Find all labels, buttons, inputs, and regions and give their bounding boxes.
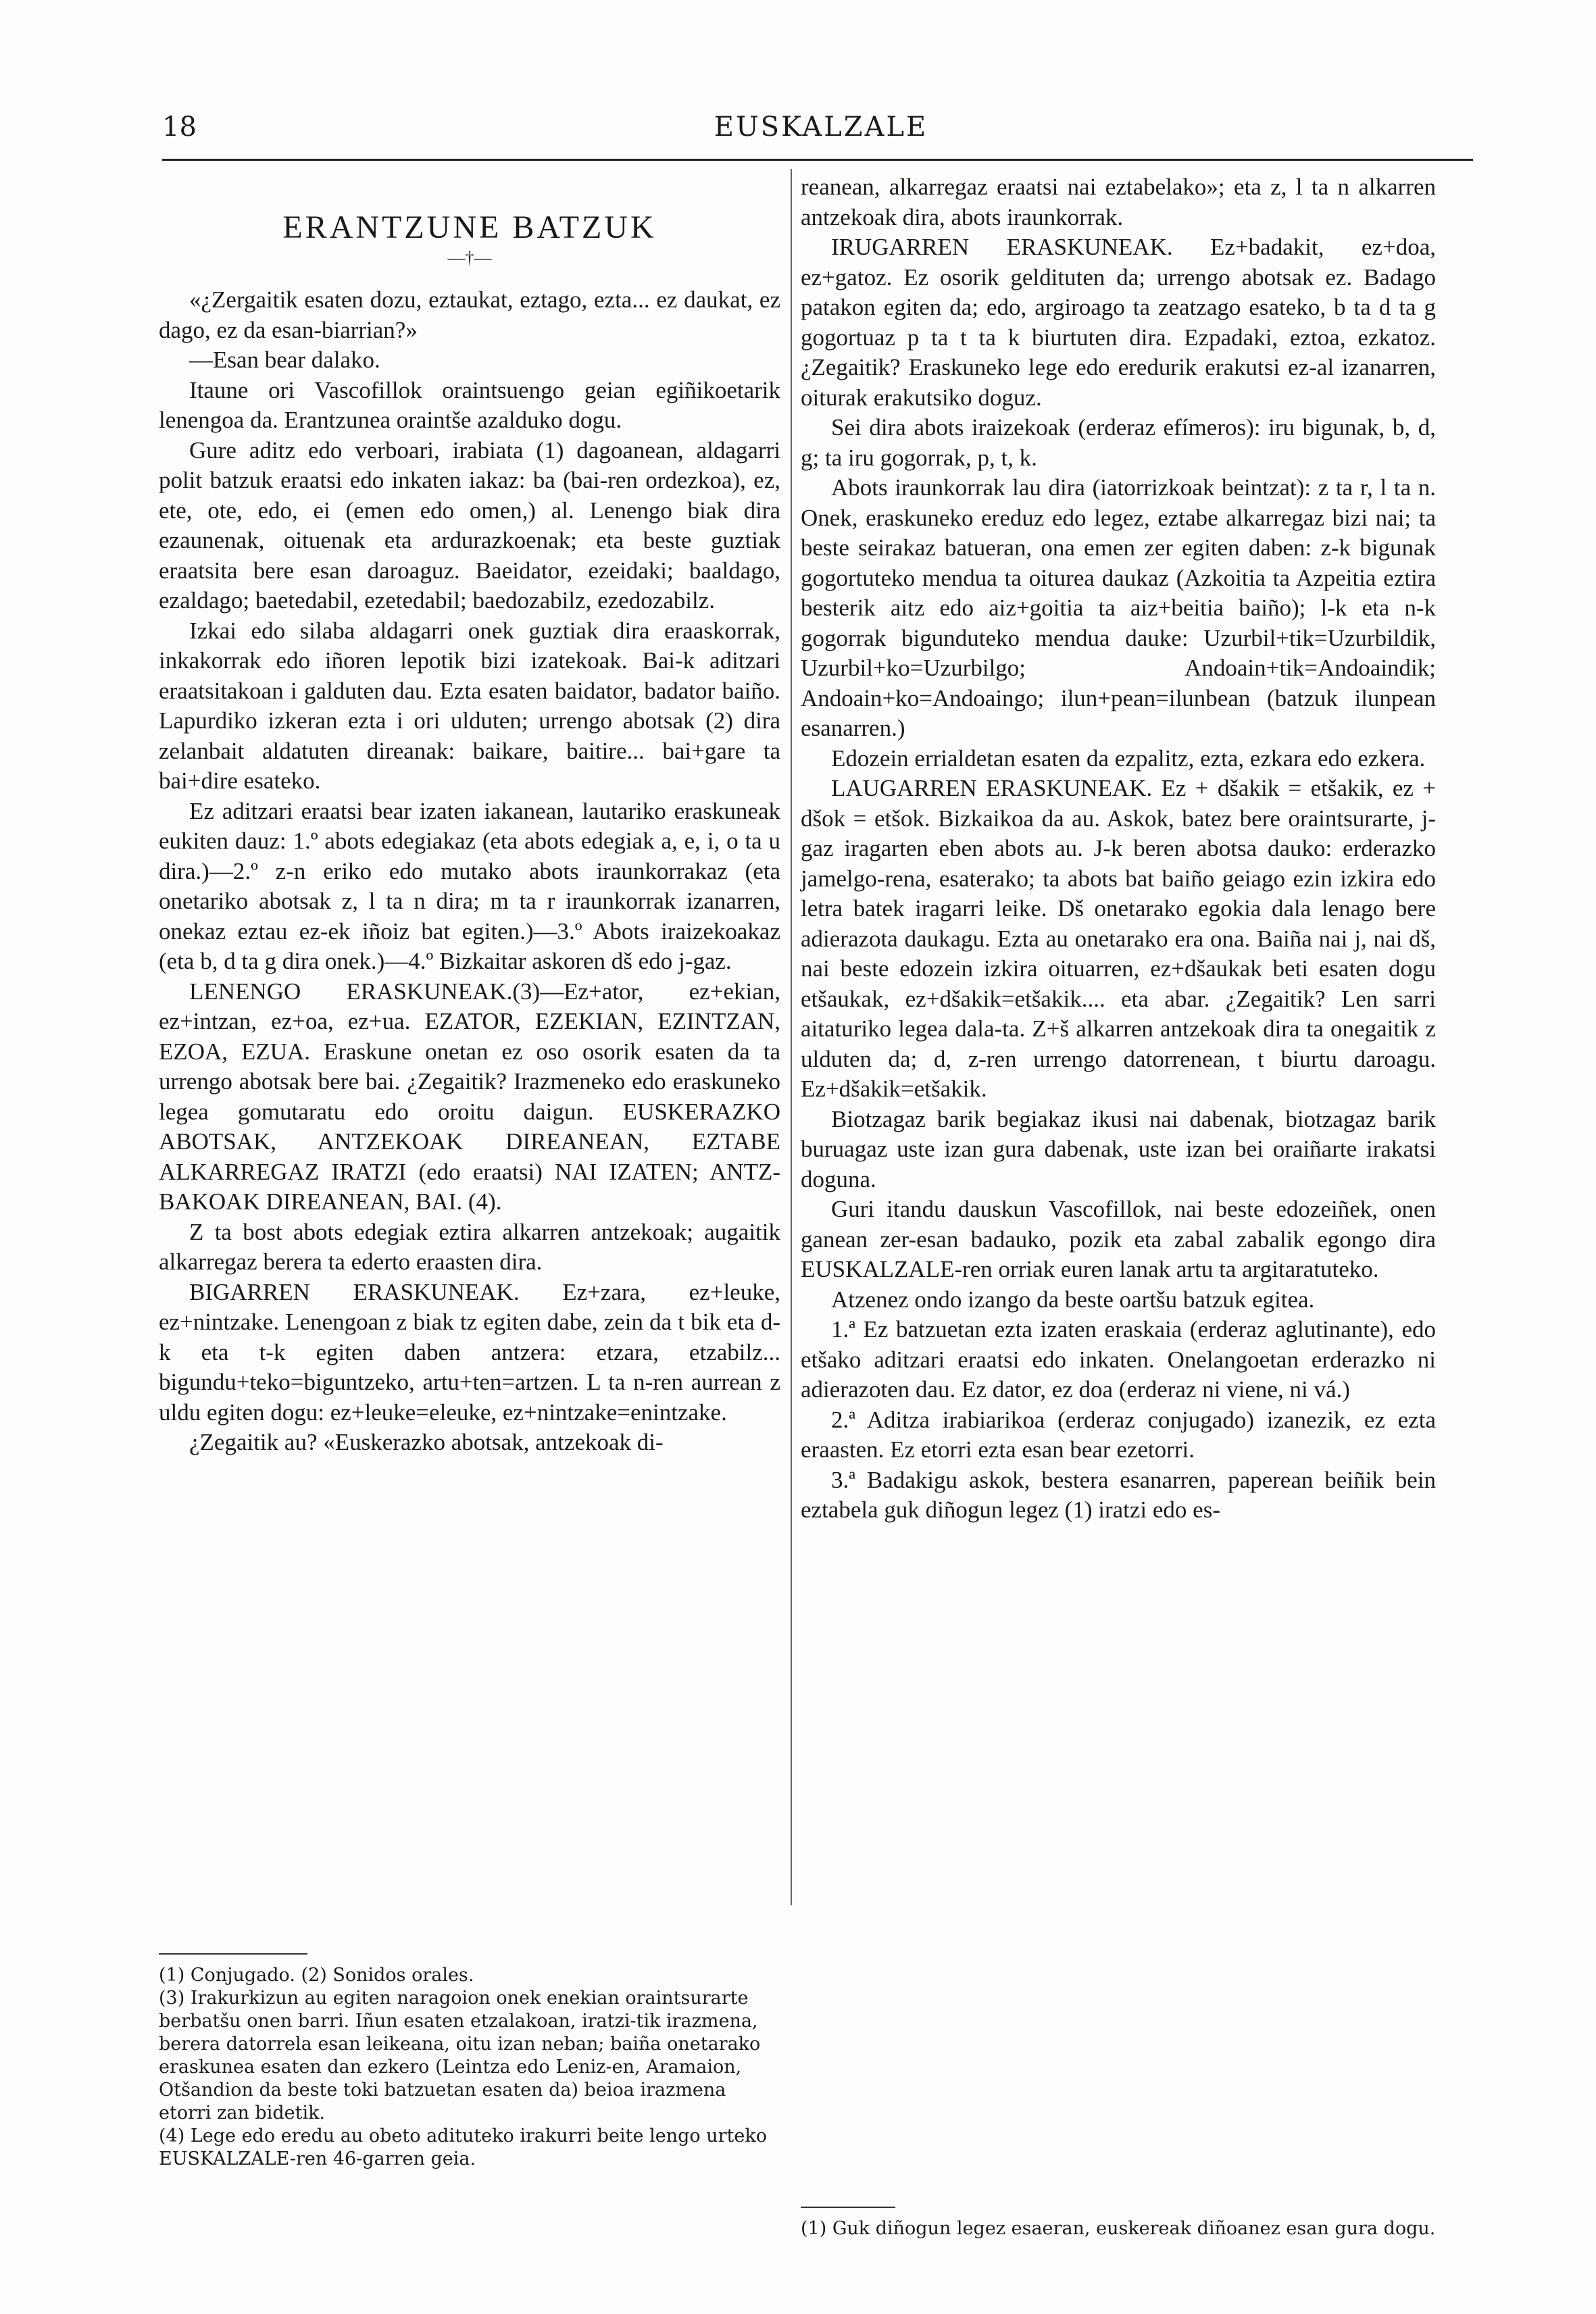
article-title: ERANTZUNE BATZUK (282, 209, 657, 245)
footnote: (3) Irakurkizun au egiten naragoion onek enekian oraintsurarte berbatšu onen barri. Iñun esaten etzalakoan, iratzi-tik irazmena, berera datorrela esan leikeana, oitu izan neban; baiña onetarako eraskunea esaten dan ezkero (Leintza edo Leniz-en, Aramaion, Otšandion da beste toki batzuetan esaten da) beioa irazmena etorri zan bidetik. (159, 1988, 761, 2123)
paragraph: Sei dira abots iraizekoak (erderaz efímeros): iru bigunak, b, d, g; ta iru gogorrak, p, t, k. (801, 414, 1436, 471)
page-number: 18 (162, 111, 197, 143)
footnote-rule (159, 1953, 307, 1955)
footnote: (1) Conjugado. (2) Sonidos orales. (159, 1965, 474, 1986)
footnote-rule (801, 2207, 895, 2208)
paragraph: Gure aditz edo verboari, irabiata (1) dagoanean, aldagarri polit batzuk eraatsi edo inkaten iakaz: ba (bai-ren ordezkoa), ez, ete, ote, edo, ei (emen edo omen,) al. Lenengo biak dira ezaunenak, oituenak eta ardurazkoenak; eta beste guztiak eraatsita bere esan daroaguz. Baeidator, ezeidaki; baaldago, ezaldago; baetedabil, ezetedabil; baedozabilz, ezedozabilz. (159, 436, 780, 613)
paragraph: BIGARREN ERASKUNEAK. Ez+zara, ez+leuke, ez+nintzake. Lenengoan z biak tz egiten dabe, zein da t bik eta d-k eta t-k egiten daben antzera: etzara, etzabilz... bigundu+teko=biguntzeko, artu+ten=artzen. L ta n-ren aurrean z uldu egiten dogu: ez+leuke=eleuke, ez+nintzake=enintzake. (159, 1278, 780, 1426)
footnote: (4) Lege edo eredu au obeto adituteko irakurri beite lengo urteko EUSKALZALE-ren 46-garren geia. (159, 2126, 767, 2169)
column-divider (791, 169, 792, 1905)
paragraph: Biotzagaz barik begiakaz ikusi nai dabenak, biotzagaz barik buruagaz uste izan gura dabenak, uste izan bei oraiñarte irakatsi doguna. (801, 1105, 1436, 1192)
paragraph: Itaune ori Vascofillok oraintsuengo geian egiñikoetarik lenengoa da. Erantzunea oraintše azalduko dogu. (159, 376, 780, 433)
paragraph: 1.ª Ez batzuetan ezta izaten eraskaia (erderaz aglutinante), edo etšako aditzari eraatsi edo inkaten. Onelangoetan erderazko ni adierazoten dau. Ez dator, ez doa (erderaz ni viene, ni vá.) (801, 1316, 1436, 1403)
paragraph: «¿Zergaitik esaten dozu, eztaukat, eztago, ezta... ez daukat, ez dago, ez da esan-biarrian?» (159, 286, 780, 343)
header-rule (162, 159, 1473, 161)
paragraph: —Esan bear dalako. (189, 347, 380, 373)
paragraph: Izkai edo silaba aldagarri onek guztiak dira eraaskorrak, inkakorrak edo iñoren lepotik bizi izatekoak. Bai-k aditzari eraatsitakoan i galduten dau. Ezta esaten baidator, badator baiño. Lapurdiko izkeran ezta i ori ulduten; urrengo abotsak (2) dira zelanbait aldatuten direanak: baikare, baitire... bai+gare ta bai+dire esateko. (159, 617, 780, 794)
paragraph: 3.ª Badakigu askok, bestera esanarren, paperean beiñik bein eztabela guk diñogun legez (1) iratzi edo es- (801, 1466, 1436, 1523)
paragraph: Guri itandu dauskun Vascofillok, nai beste edozeiñek, onen ganean zer-esan badauko, pozik eta zabal zabalik egongo dira EUSKALZALE-ren orriak euren lanak artu ta argitaratuteko. (801, 1196, 1436, 1282)
paragraph: Ez aditzari eraatsi bear izaten iakanean, lautariko eraskuneak eukiten dauz: 1.º abots edegiakaz (eta abots edegiak a, e, i, o ta u dira.)—2.º z-n eriko edo mutako abots iraunkorrakaz (eta onetariko abotsak z, l ta n dira; m ta r iraunkorrak izanarren, onekaz eztau ez-ek iñoiz bat egiten.)—3.º Abots iraizekoakaz (eta b, d ta g dira onek.)—4.º Bizkaitar askoren dš edo j-gaz. (159, 797, 780, 974)
page-header (162, 111, 1480, 152)
title-ornament: —†— (447, 247, 492, 268)
paragraph: Z ta bost abots edegiak eztira alkarren antzekoak; augaitik alkarregaz berera ta ederto eraasten dira. (159, 1218, 780, 1275)
paragraph: Edozein errialdetan esaten da ezpalitz, ezta, ezkara edo ezkera. (831, 745, 1426, 772)
paragraph: ¿Zegaitik au? «Euskerazko abotsak, antzekoak di- (189, 1429, 664, 1455)
running-title: EUSKALZALE (714, 111, 928, 143)
paragraph: LAUGARREN ERASKUNEAK. Ez + dšakik = etšakik, ez + dšok = etšok. Bizkaikoa da au. Askok, batez bere oraintsurarte, j-gaz iragarten eben abots au. J-k beren abotsa dauko: erderazko jamelgo-rena, esaterako; ta abots bat baiño geiago ezin izkira edo letra batek iragarri leike. Dš onetarako egokia dala lenago bere adierazota daukagu. Ezta au onetarako era ona. Baiña nai j, nai dš, nai beste edozein izkira oituarren, ez+dšaukak beti esaten dogu etšaukak, ez+dšakik=etšakik.... eta abar. ¿Zegaitik? Len sarri aitaturiko legea dala-ta. Z+š alkarren antzekoak dira ta onegaitik z ulduten da; d, z-ren urrengo datorrenean, t biurtu daroagu. Ez+dšakik=etšakik. (801, 775, 1436, 1102)
footnote: (1) Guk diñogun legez esaeran, euskereak diñoanez esan gura dogu. (801, 2218, 1436, 2239)
paragraph: LENENGO ERASKUNEAK.(3)—Ez+ator, ez+ekian, ez+intzan, ez+oa, ez+ua. EZATOR, EZEKIAN, EZINTZAN, EZOA, EZUA. Eraskune onetan ez oso osorik esaten da ta urrengo abotsak bere bai. ¿Zegaitik? Irazmeneko edo eraskuneko legea gomutaratu edo oroitu daigun. EUSKERAZKO ABOTSAK, ANTZEKOAK DIREANEAN, EZTABE ALKARREGAZ IRATZI (edo eraatsi) NAI IZATEN; ANTZ-BAKOAK DIREANEAN, BAI. (4). (159, 978, 780, 1215)
right-footnotes (801, 2189, 1436, 2240)
right-column (801, 172, 1436, 1526)
paragraph: Abots iraunkorrak lau dira (iatorrizkoak beintzat): z ta r, l ta n. Onek, eraskuneko ereduz edo legez, eztabe alkarregaz bizi nai; ta beste seirakaz batueran, ona emen zer egiten daben: z-k bigunak gogortuteko mendua ta oiturea daukaz (Azkoitia ta Azpeitia eztira besterik aitz edo aiz+goitia ta aiz+beitia baiño); l-k eta n-k gogorrak bigunduteko mendua dauke: Uzurbil+tik=Uzurbildik, Uzurbil+ko=Uzurbilgo; Andoain+tik=Andoaindik; Andoain+ko=Andoaingo; ilun+pean=ilunbean (batzuk ilunpean esanarren.) (801, 474, 1436, 741)
paragraph: IRUGARREN ERASKUNEAK. Ez+badakit, ez+doa, ez+gatoz. Ez osorik geldituten da; urrengo abotsak ez. Badago patakon egiten da; edo, argiroago ta zeatzago esateko, b ta d ta g gogortuaz p ta t ta k biurtuten dira. Ezpadaki, eztoa, ezkatoz. ¿Zegaitik? Eraskuneko lege edo eredurik erakutsi ez-al izanarren, oiturak erakutsiko doguz. (801, 234, 1436, 411)
paragraph: Atzenez ondo izango da beste oartšu batzuk egitea. (831, 1286, 1315, 1313)
left-column (159, 172, 780, 1458)
paragraph: 2.ª Aditza irabiarikoa (erderaz conjugado) izanezik, ez ezta eraasten. Ez etorri ezta esan bear ezetorri. (801, 1406, 1436, 1463)
paragraph: reanean, alkarregaz eraatsi nai eztabelako»; eta z, l ta n alkarren antzekoak dira, abots iraunkorrak. (801, 174, 1436, 230)
left-footnotes (159, 1936, 780, 2171)
